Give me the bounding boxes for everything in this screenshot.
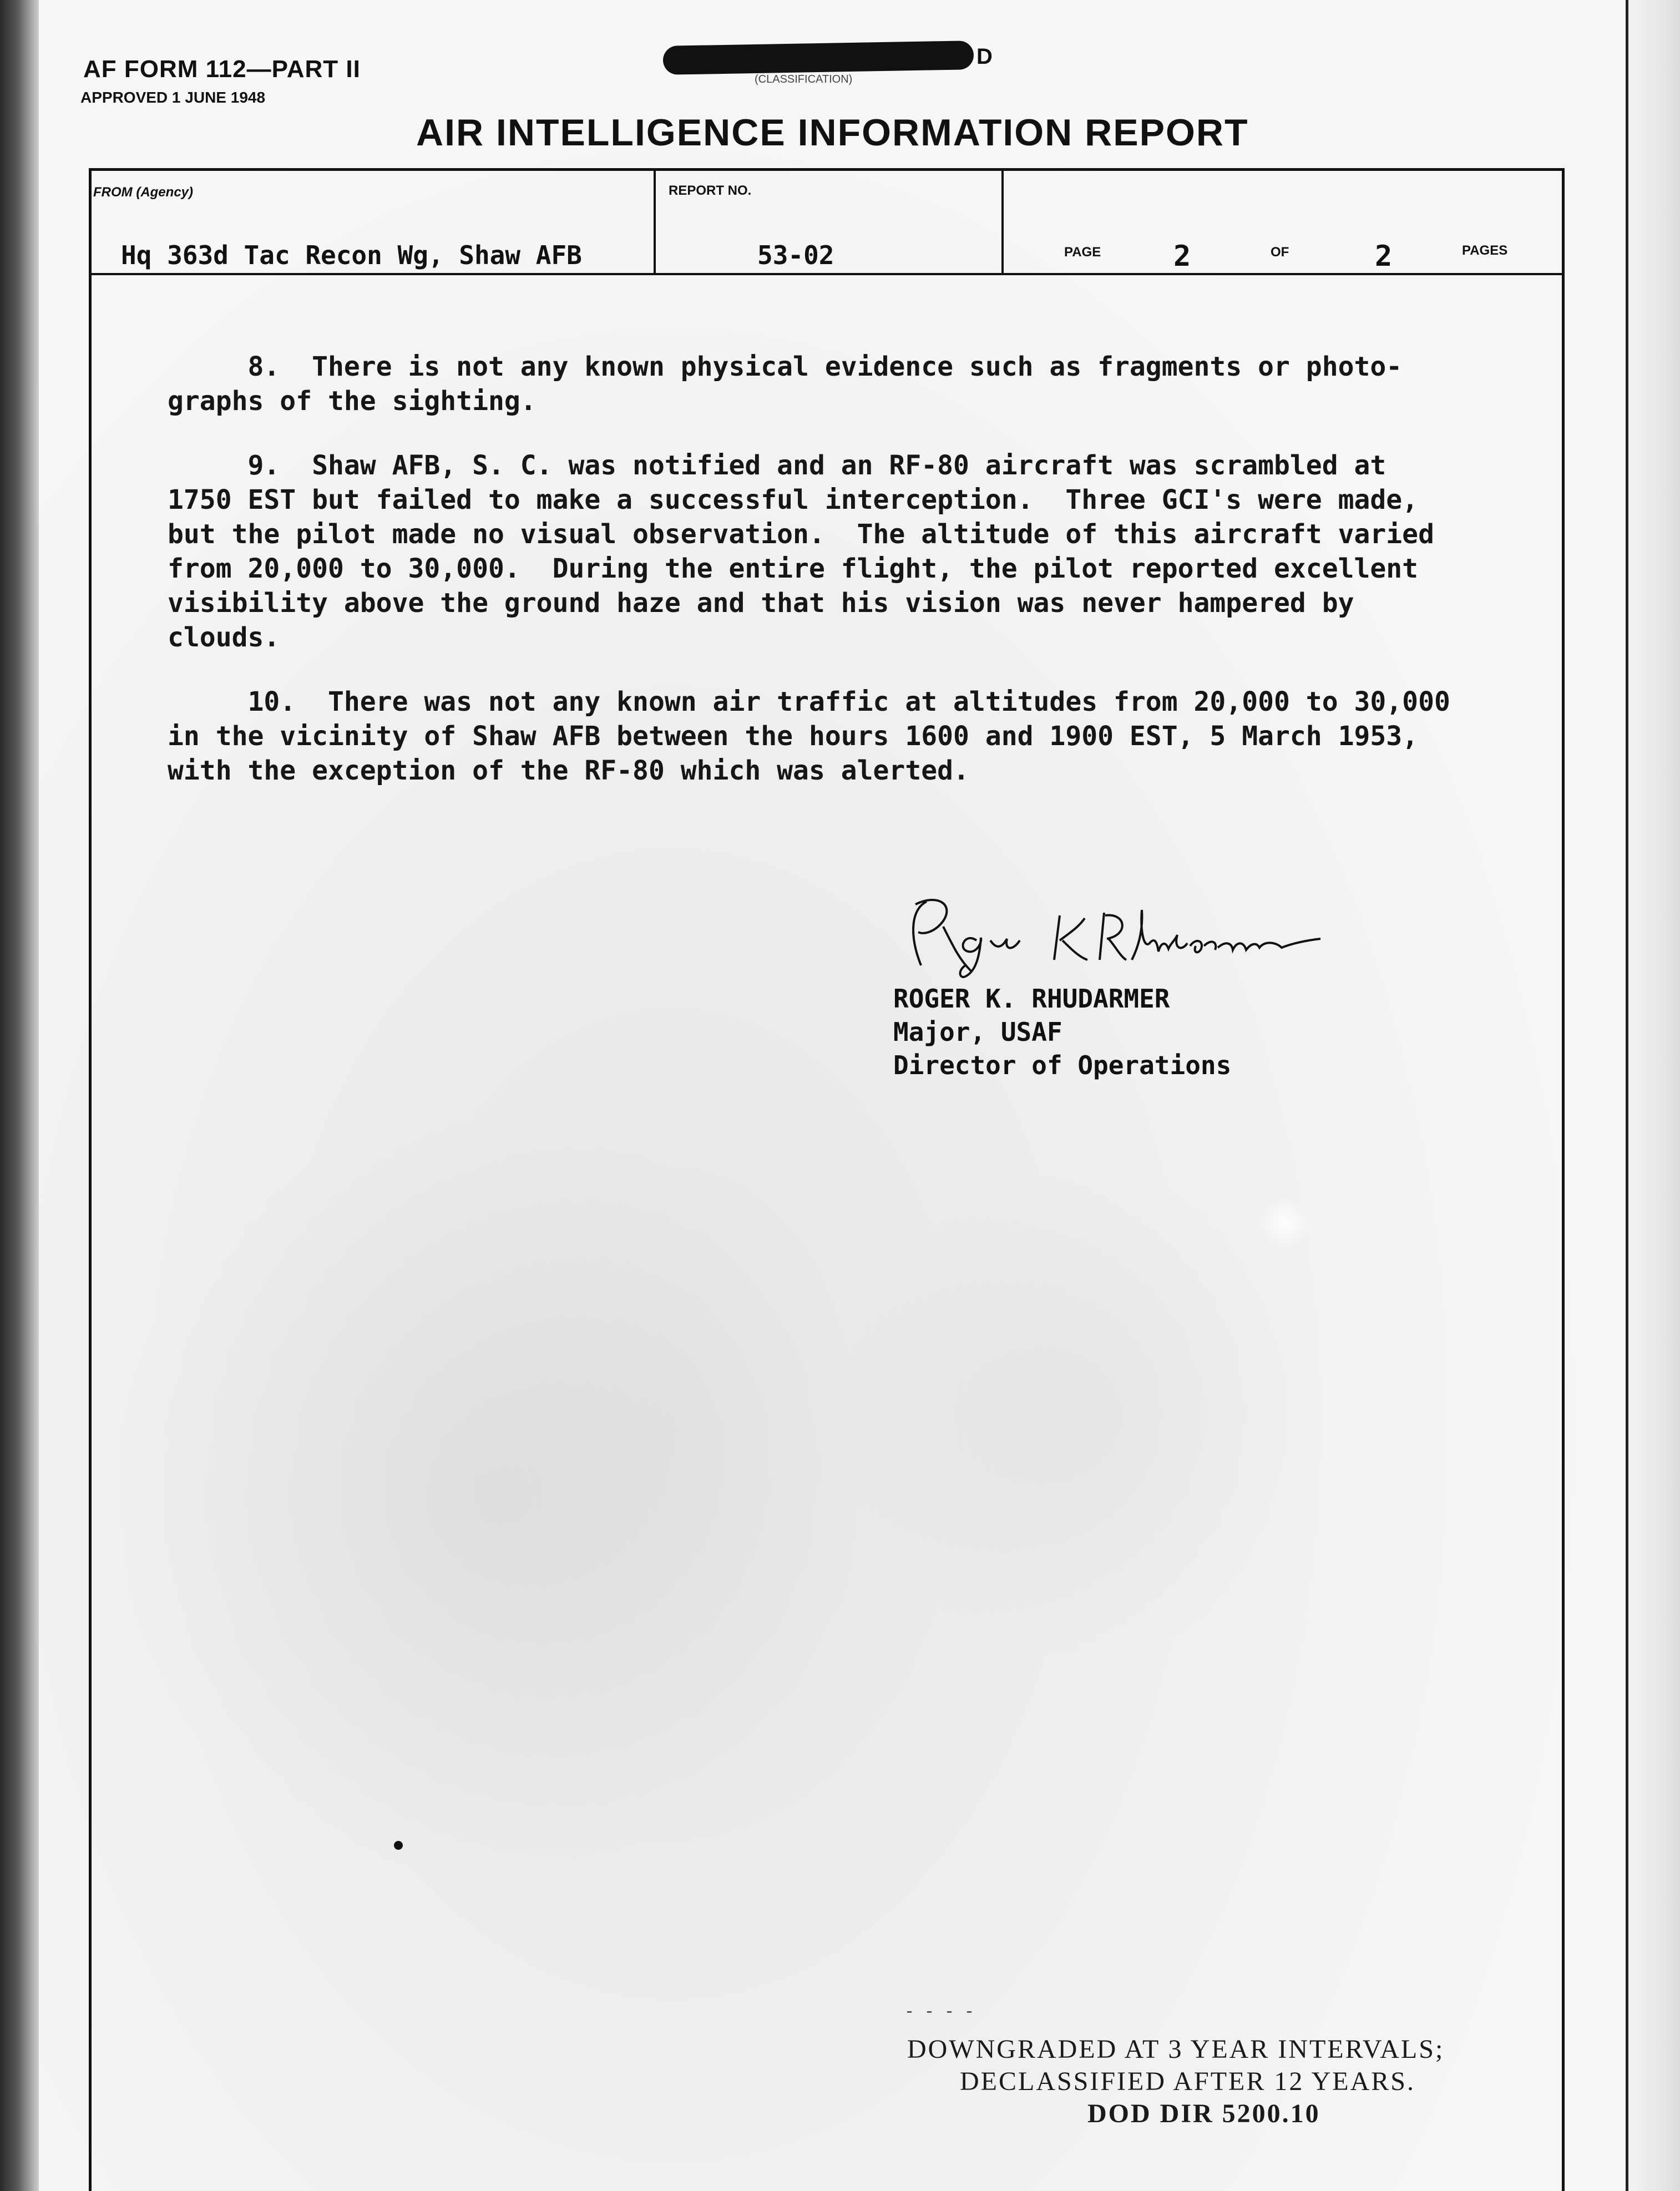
text-line: in the vicinity of Shaw AFB between the hours 1600 and 1900 EST, 5 March 1953, <box>168 721 1419 752</box>
page-label: PAGE <box>1064 245 1101 260</box>
pages-label: PAGES <box>1462 243 1508 258</box>
scan-shadow-right <box>1625 0 1680 2191</box>
toner-smudge <box>832 1165 1332 1664</box>
report-no-label: REPORT NO. <box>669 183 752 198</box>
toner-dot <box>394 1841 403 1850</box>
form-identifier: AF FORM 112—PART II <box>83 55 361 83</box>
total-pages: 2 <box>1375 240 1393 273</box>
form-frame-right <box>1562 168 1565 2191</box>
field-divider <box>1001 168 1004 274</box>
page-number: 2 <box>1173 240 1191 273</box>
stamp-rule: - - - - <box>904 2003 975 2022</box>
text-line: 9. Shaw AFB, S. C. was notified and an RF-80 aircraft was scrambled at <box>168 450 1386 481</box>
classification-suffix: D <box>976 44 993 69</box>
text-line: 8. There is not any known physical evidence such as fragments or photo- <box>168 351 1403 382</box>
text-line: visibility above the ground haze and that his vision was never hampered by <box>168 588 1354 619</box>
signatory-rank: Major, USAF <box>893 1017 1062 1047</box>
handwritten-signature <box>893 888 1337 982</box>
report-title: AIR INTELLIGENCE INFORMATION REPORT <box>416 112 1249 154</box>
text-line: graphs of the sighting. <box>168 386 537 417</box>
text-line: 1750 EST but failed to make a successful interception. Three GCI's were made, <box>168 484 1419 515</box>
text-line: with the exception of the RF-80 which was alerted. <box>168 755 969 786</box>
text-line: 10. There was not any known air traffic at altitudes from 20,000 to 30,000 <box>168 686 1450 717</box>
from-value: Hq 363d Tac Recon Wg, Shaw AFB <box>121 240 582 270</box>
from-label: FROM (Agency) <box>93 185 193 200</box>
field-divider <box>654 168 656 274</box>
redaction-bar <box>663 41 974 75</box>
signatory-title: Director of Operations <box>893 1050 1232 1080</box>
text-line: clouds. <box>168 622 280 653</box>
scan-shadow-left <box>0 0 39 2191</box>
downgrade-stamp-line-3: DOD DIR 5200.10 <box>1087 2099 1320 2128</box>
downgrade-stamp-line-1: DOWNGRADED AT 3 YEAR INTERVALS; <box>907 2035 1445 2064</box>
classification-label: (CLASSIFICATION) <box>755 73 853 85</box>
text-line: from 20,000 to 30,000. During the entire flight, the pilot reported excellent <box>168 553 1419 584</box>
page-right-edge <box>1626 0 1628 2191</box>
form-frame-top <box>89 168 1565 171</box>
report-no-value: 53-02 <box>757 240 834 270</box>
light-spot <box>1259 1198 1309 1248</box>
of-label: OF <box>1271 245 1289 260</box>
header-divider <box>89 273 1565 275</box>
signatory-name: ROGER K. RHUDARMER <box>893 984 1170 1014</box>
downgrade-stamp-line-2: DECLASSIFIED AFTER 12 YEARS. <box>960 2067 1415 2096</box>
text-line: but the pilot made no visual observation. The altitude of this aircraft varied <box>168 519 1434 550</box>
toner-smudge <box>100 1110 877 1886</box>
form-approval-date: APPROVED 1 JUNE 1948 <box>80 89 266 106</box>
form-frame-left <box>89 168 92 2191</box>
